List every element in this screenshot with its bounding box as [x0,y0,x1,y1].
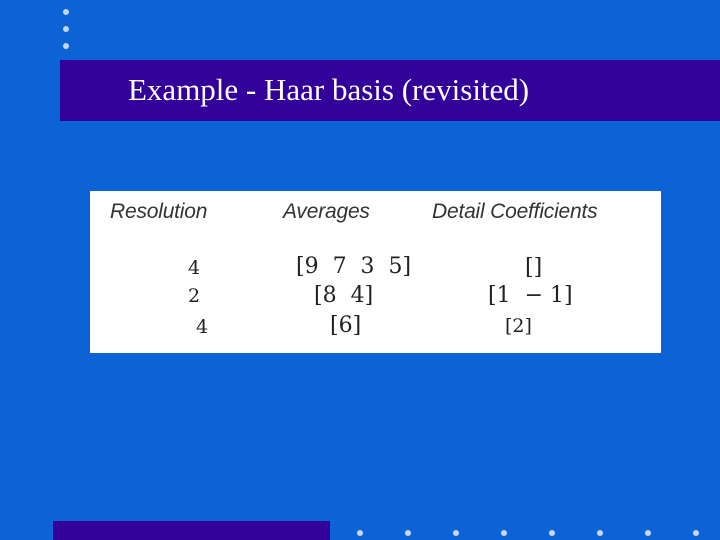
bullet-dot [63,9,69,15]
averages-cell: [8 4] [314,283,374,308]
resolution-cell: 4 [188,257,201,279]
bullet-dot [63,26,69,32]
bullet-dot [405,530,411,536]
details-cell: [2] [505,315,532,337]
footer-bar [53,521,330,540]
slide-title: Example - Haar basis (revisited) [128,72,530,107]
haar-table-panel [90,191,661,353]
details-cell: [1 − 1] [488,283,573,308]
bullet-dot [693,530,699,536]
averages-cell: [6] [330,313,362,338]
resolution-cell: 2 [188,285,201,307]
details-cell: [] [525,255,543,280]
resolution-cell: 4 [196,316,209,338]
bullet-dot [549,530,555,536]
bullet-dot [357,530,363,536]
averages-cell: [9 7 3 5] [296,254,412,279]
header-resolution: Resolution [110,200,208,223]
bullet-dot [501,530,507,536]
header-detail-coefficients: Detail Coefficients [432,200,598,223]
bullet-dot [645,530,651,536]
title-bar [60,60,720,121]
bullet-dot [63,43,69,49]
bullet-dot [597,530,603,536]
bullet-dot [453,530,459,536]
header-averages: Averages [283,200,370,223]
